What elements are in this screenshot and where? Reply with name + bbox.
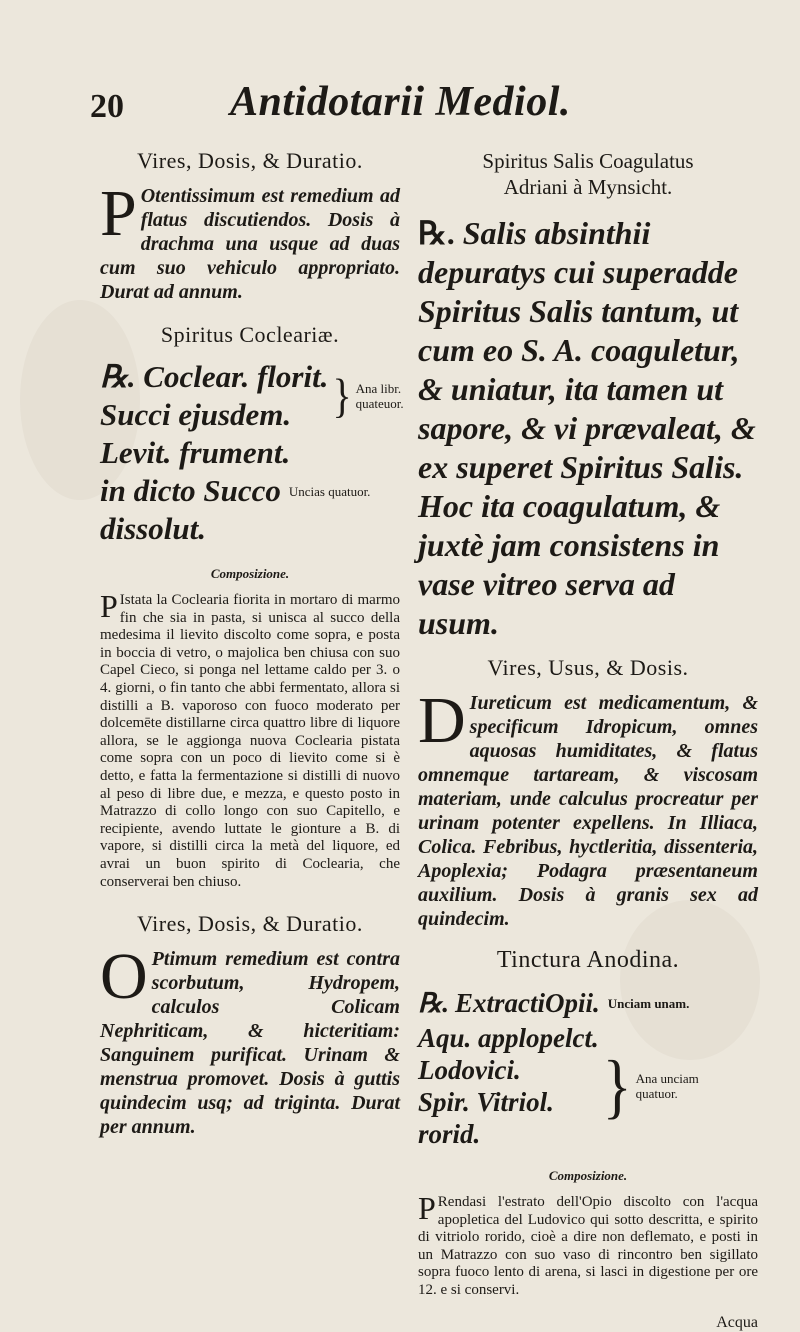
paragraph — [418, 1190, 758, 1300]
left-column — [100, 148, 404, 1153]
drop-initial: P — [100, 177, 137, 250]
ingredient: in dicto Succo — [100, 473, 281, 508]
catchword: Acqua — [716, 1313, 758, 1331]
paragraph-text: Ptimum remedium est contra scorbutum, Hydropem, calculos Colicam Nephriticam, & hicteritiam: Sanguinem purificat. Urinam & menstrua promovet. Dosis à guttis quindecim usq; ad triginta. Durat per annum. — [100, 948, 400, 1139]
brace-icon: } — [602, 1046, 632, 1126]
amount: Ana libr. quateuor. — [355, 381, 404, 411]
page-number: 20 — [90, 88, 124, 125]
rx-symbol: ℞. — [418, 215, 455, 251]
paragraph — [418, 214, 758, 643]
ingredient: rorid. — [418, 1119, 481, 1149]
paragraph-text: Iureticum est medicamentum, & specificum Idropicum, omnes aquosas humiditates, & flatus omnemque tartaream, & viscosam materiam, unde calculus procreatur per urinam potenter expellens. In Illiaca, Colica. Febribus, hyctleritia, dissenteria, Apoplexia; Podagra præsentaneum auxilium. Dosis à granis sex ad quindecim. — [418, 692, 758, 930]
section-heading: Spiritus Cocleariæ. — [160, 322, 340, 347]
right-column — [418, 148, 758, 1332]
drop-initial: D — [418, 684, 466, 757]
section-heading: Vires, Dosis, & Duratio. — [137, 148, 363, 173]
recipe-line — [100, 358, 328, 396]
rx-symbol: ℞. — [418, 988, 449, 1018]
recipe-line — [418, 1022, 758, 1150]
section-heading: Vires, Dosis, & Duratio. — [137, 911, 363, 937]
drop-initial: P — [418, 1190, 436, 1226]
ingredient: Levit. frument. — [100, 435, 291, 470]
paragraph-text: Salis absinthii depuratys cui superadde Spiritus Salis tantum, ut cum eo S. A. coaguletur, & uniatur, ita tamen ut sapore, & vi prævaleat, & ex superet Spiritus Salis. Hoc ita coagulatum, & juxtè jam consistens in vase vitreo serva ad usum. — [418, 215, 756, 641]
amount: Unciam unam. — [607, 995, 690, 1011]
drop-initial: P — [100, 588, 118, 624]
paragraph-text: Istata la Coclearia fiorita in mortaro di marmo fin che sia in pasta, si unisca al succo della medesima il lievito discolto come sopra, e posta in boccia di vetro, o majolica ben chiusa con suo Capel Cieco, si ponga nel lettame caldo per 3. o 4. giorni, o fin tanto che abbi fermentato, allora si distilli a B. vaporoso con fuoco moderato per dolcemēte distillarne circa quattro libre di liquore allora, se le aggionga nuova Coclearia pistata come sopra con un poco di lievito come si è detto, e fatta la fermentazione si distilli di nuovo al peso di libre due, e mezza, e questo posto in Matrazzo di collo longo con suo Capitello, e recipiente, avendo luttate le gionture a B. di vapore, si distilli circa la metà del liquore, ed avrai un buon spirito di Coclearia, che conserverai ben chiuso. — [100, 592, 400, 890]
brace-icon: } — [332, 368, 352, 423]
drop-initial: O — [100, 940, 148, 1014]
rx-symbol: ℞. — [100, 359, 136, 394]
paragraph-text: Rendasi l'estrato dell'Opio discolto con l'acqua apopletica del Ludovico qui sotto descritta, e spirito di vitriolo rorido, cioè a dire non deflemato, e posti in un Matrazzo con suo vaso di rincontro ben sigillato sopra fuoco lento di arena, si lasci in digestione per ore 12. e si conservi. — [418, 1194, 758, 1298]
paragraph — [418, 684, 758, 931]
recipe-block — [418, 984, 758, 1150]
ingredient: dissolut. — [100, 511, 206, 546]
recipe-line — [100, 358, 404, 434]
page-header — [90, 70, 780, 140]
ingredient: Coclear. florit. — [143, 359, 329, 394]
ingredient: Spir. Vitriol. — [418, 1087, 554, 1117]
ingredient: Succi ejusdem. — [100, 397, 292, 432]
heading-line: Adriani à Mynsicht. — [503, 175, 673, 199]
heading-line: Spiritus Salis Coagulatus — [482, 149, 694, 173]
ingredient: Lodovici. — [418, 1055, 521, 1085]
recipe-block — [100, 358, 404, 548]
composition-title: Composizione. — [210, 566, 290, 581]
paragraph-text: Otentissimum est remedium ad flatus discutiendos. Dosis à drachma una usque ad duas cum suo vehiculo appropriato. Durat ad annum. — [100, 185, 400, 303]
section-heading: Vires, Usus, & Dosis. — [487, 655, 689, 680]
ingredient: ExtractiOpii. — [454, 988, 600, 1018]
running-title: Antidotarii Mediol. — [230, 79, 571, 125]
paragraph — [100, 588, 400, 891]
paragraph — [100, 940, 400, 1139]
recipe-line — [100, 472, 400, 510]
recipe-line — [418, 984, 758, 1022]
amount: Ana unciam quatuor. — [635, 1071, 699, 1101]
ingredient: Aqu. applopelct. — [418, 1023, 599, 1053]
section-heading: Tinctura Anodina. — [496, 947, 680, 973]
amount: Uncias quatuor. — [288, 483, 371, 499]
section-heading — [418, 148, 758, 200]
composition-title: Composizione. — [548, 1168, 628, 1183]
paragraph — [100, 177, 400, 304]
